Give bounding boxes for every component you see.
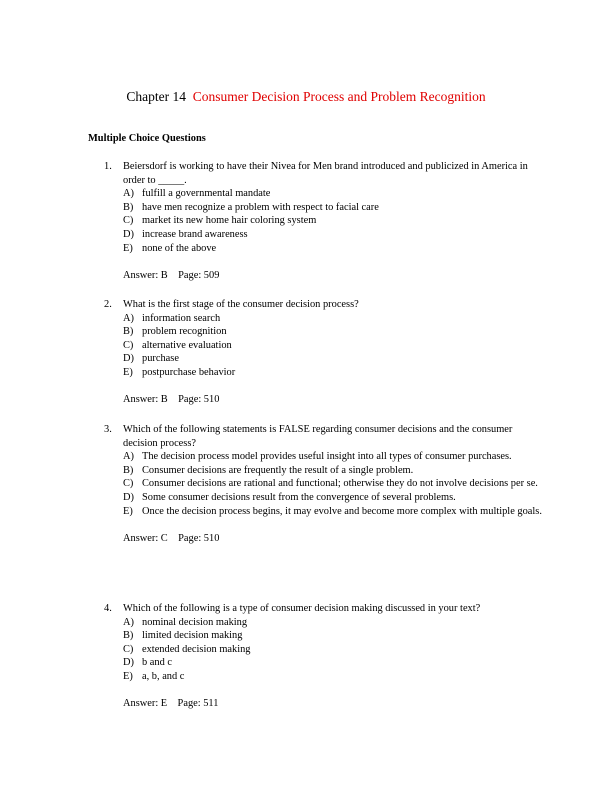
answer-line [123,393,544,407]
option-a [123,187,544,201]
answer-key: Answer: B [123,394,168,406]
chapter-topic: Consumer Decision Process and Problem Recognition [192,89,486,104]
option-text: b and c [142,657,173,669]
option-text: market its new home hair coloring system [142,215,317,227]
option-text: problem recognition [142,326,227,338]
answer-line [123,532,544,546]
option-letter: B) [123,201,134,213]
options-list [123,187,544,255]
question-stem [104,160,544,187]
option-b [123,201,544,215]
option-a [123,616,544,630]
options-list [123,312,544,380]
option-text: Once the decision process begins, it may evolve and become more complex with multiple goals. [142,505,542,517]
option-text: The decision process model provides useful insight into all types of consumer purchases. [142,451,512,463]
section-heading: Multiple Choice Questions [88,133,206,144]
question-2 [104,298,544,407]
question-text: Which of the following statements is FALSE regarding consumer decisions and the consumer decision process? [123,424,513,449]
option-e [123,670,544,684]
option-e [123,242,544,256]
option-letter: C) [123,215,134,227]
question-4 [104,602,544,711]
page-reference: Page: 510 [178,394,220,406]
question-number: 4. [104,603,112,614]
option-d [123,228,544,242]
question-text: Which of the following is a type of consumer decision making discussed in your text? [123,603,481,614]
page-reference: Page: 510 [178,532,220,544]
option-e [123,505,544,519]
option-text: alternative evaluation [142,339,232,351]
option-letter: E) [123,505,133,517]
option-text: extended decision making [142,643,251,655]
answer-line [123,269,544,283]
option-text: increase brand awareness [142,228,248,240]
option-text: none of the above [142,242,217,254]
options-list [123,616,544,684]
option-text: Consumer decisions are frequently the result of a single problem. [142,464,414,476]
answer-key: Answer: E [123,698,168,710]
option-letter: D) [123,491,134,503]
question-number: 2. [104,299,112,310]
options-list [123,450,544,518]
option-a [123,312,544,326]
answer-line [123,697,544,711]
option-letter: A) [123,312,134,324]
question-text: Beiersdorf is working to have their Nivea for Men brand introduced and publicized in America in order to _____. [123,161,528,186]
page-reference: Page: 511 [177,698,219,710]
option-letter: E) [123,242,133,254]
option-e [123,366,544,380]
option-text: limited decision making [142,630,243,642]
option-letter: A) [123,451,134,463]
question-text: What is the first stage of the consumer decision process? [123,299,359,310]
option-letter: C) [123,478,134,490]
option-text: fulfill a governmental mandate [142,188,271,200]
option-text: have men recognize a problem with respect to facial care [142,201,379,213]
option-letter: D) [123,228,134,240]
option-letter: B) [123,326,134,338]
answer-key: Answer: C [123,532,168,544]
answer-key: Answer: B [123,269,168,281]
option-letter: E) [123,366,133,378]
option-c [123,477,544,491]
option-b [123,629,544,643]
option-letter: D) [123,657,134,669]
option-d [123,352,544,366]
page-title [0,89,612,105]
option-letter: C) [123,339,134,351]
option-b [123,464,544,478]
option-text: Some consumer decisions result from the convergence of several problems. [142,491,456,503]
chapter-label: Chapter 14 [126,89,187,104]
option-b [123,325,544,339]
option-letter: B) [123,630,134,642]
option-text: a, b, and c [142,670,185,682]
option-letter: E) [123,670,133,682]
question-1 [104,160,544,282]
option-text: information search [142,312,221,324]
option-c [123,214,544,228]
option-d [123,491,544,505]
option-text: postpurchase behavior [142,366,236,378]
option-letter: A) [123,188,134,200]
question-number: 1. [104,161,112,172]
option-d [123,656,544,670]
question-number: 3. [104,424,112,435]
option-a [123,450,544,464]
option-c [123,339,544,353]
page-reference: Page: 509 [178,269,220,281]
option-letter: B) [123,464,134,476]
question-3 [104,423,544,545]
question-stem [104,602,544,616]
option-letter: C) [123,643,134,655]
option-letter: A) [123,616,134,628]
option-text: Consumer decisions are rational and functional; otherwise they do not involve decisions per se. [142,478,538,490]
question-stem [104,298,544,312]
option-c [123,643,544,657]
question-stem [104,423,544,450]
option-letter: D) [123,353,134,365]
option-text: nominal decision making [142,616,248,628]
option-text: purchase [142,353,179,365]
